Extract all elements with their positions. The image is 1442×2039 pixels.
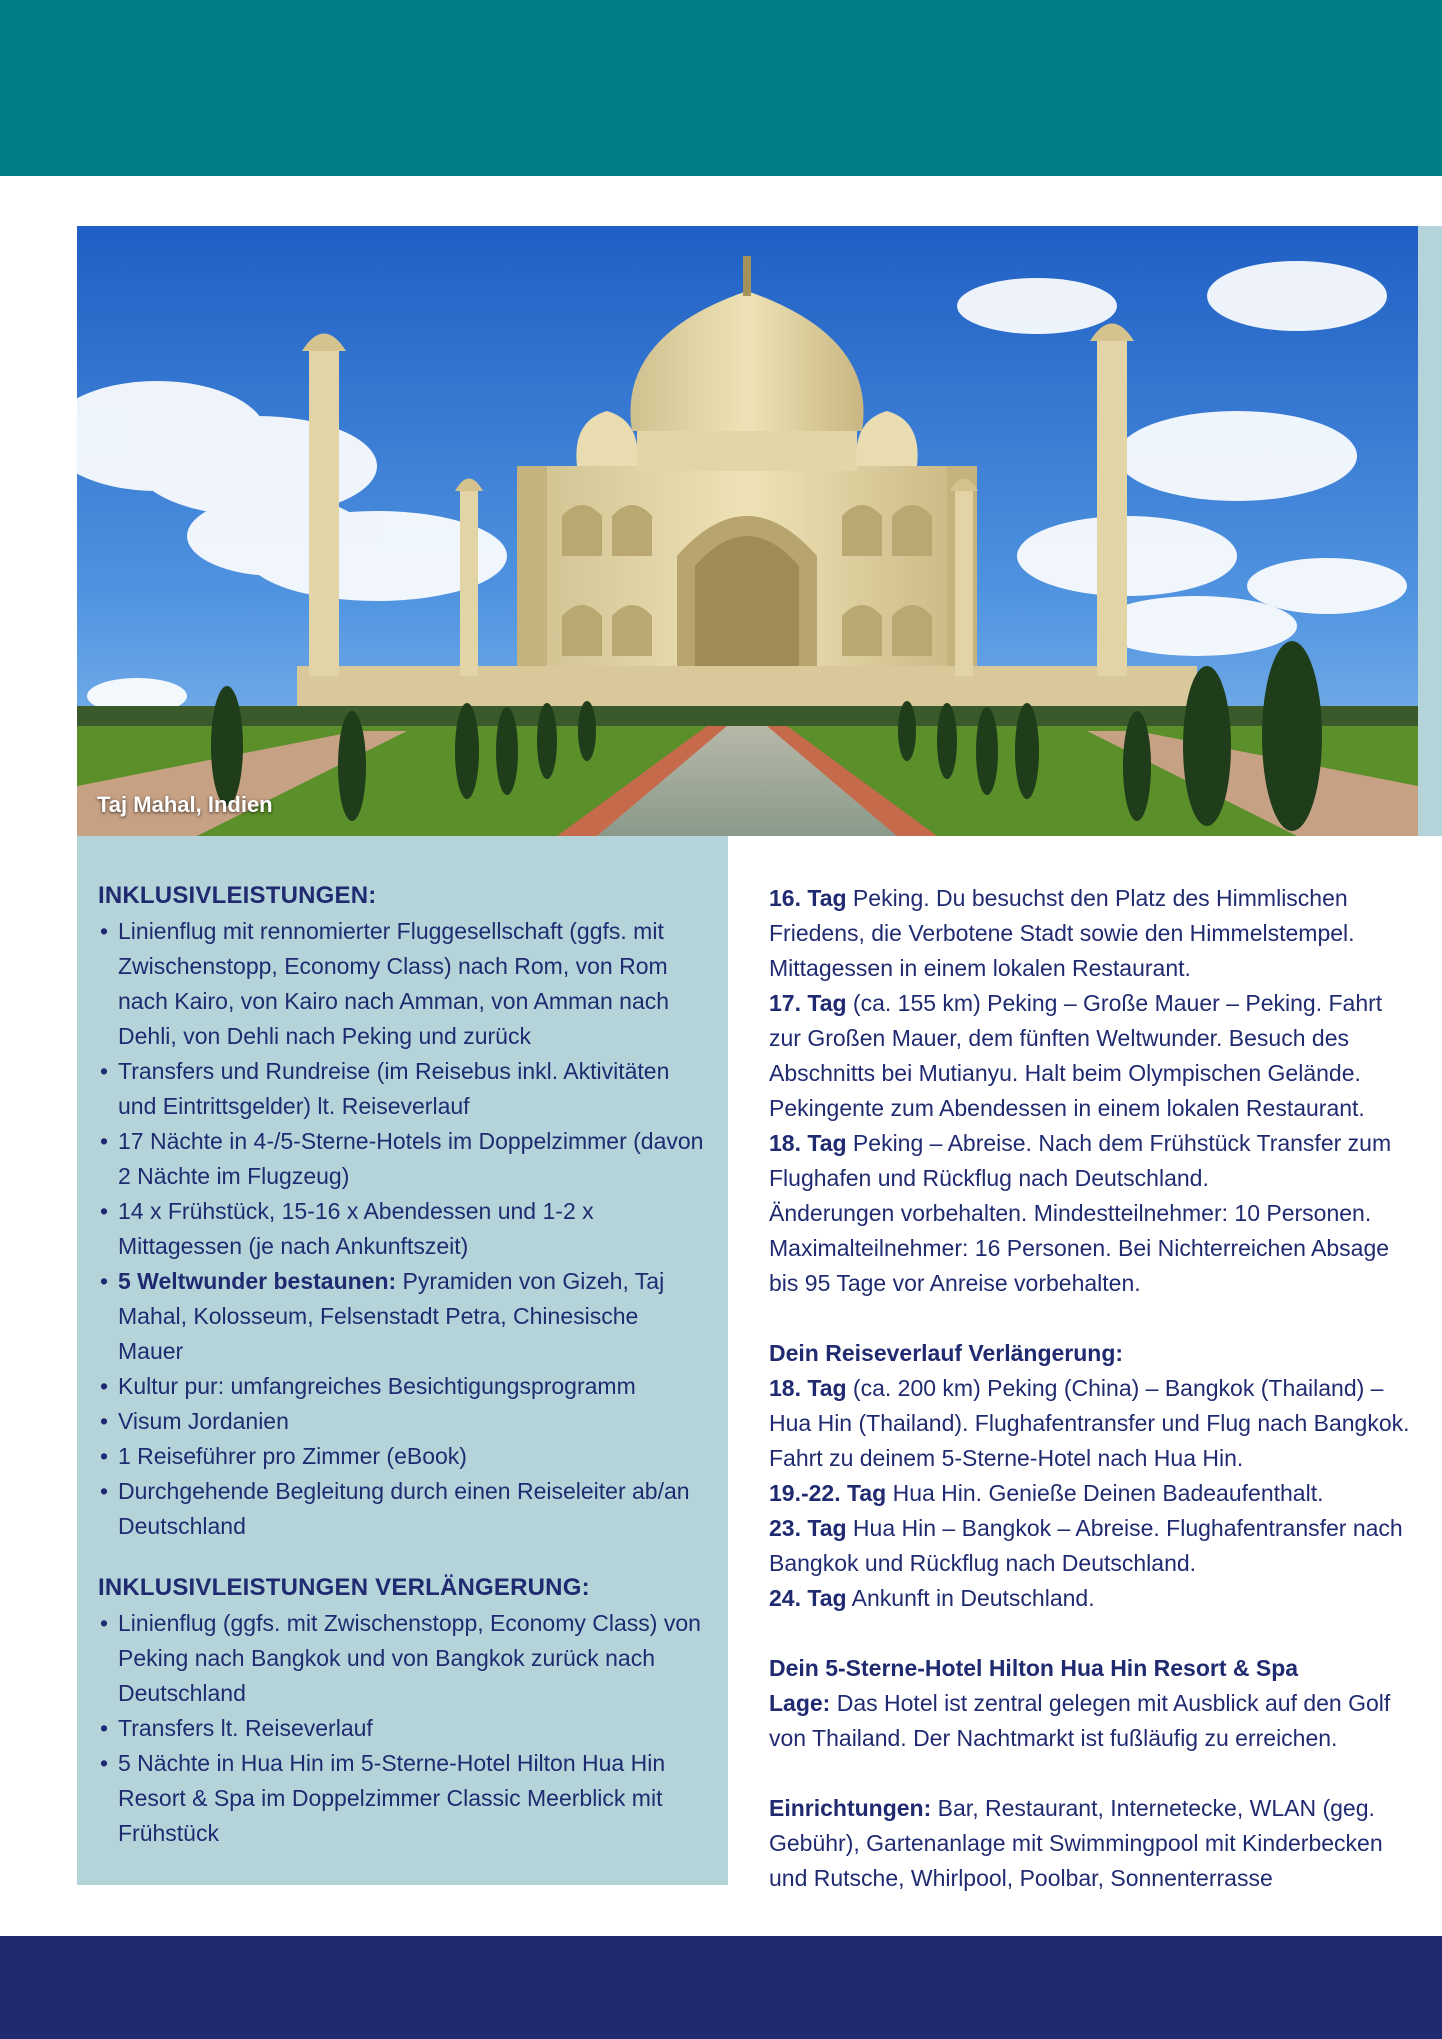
hotel-facilities: Einrichtungen: Bar, Restaurant, Internetecke, WLAN (geg. Gebühr), Gartenanlage mit Swimmingpool mit Kinderbecken und Rutsche, Whirlpool, Poolbar, Sonnenterrasse [769, 1795, 1383, 1891]
inclusions-list [98, 914, 708, 1544]
list-item: • 14 x Frühstück, 15-16 x Abendessen und 1-2 x Mittagessen (je nach Ankunftszeit) [98, 1194, 708, 1264]
bottom-color-band [0, 1936, 1442, 2039]
itinerary-day: 17. Tag (ca. 155 km) Peking – Große Mauer – Peking. Fahrt zur Großen Mauer, dem fünften Weltwunder. Besuch des Abschnitts bei Mutianyu. Halt beim Olympischen Gelände. Pekingente zum Abendessen in einem lokalen Restaurant. [769, 990, 1383, 1121]
list-item: • Linienflug mit rennomierter Fluggesellschaft (ggfs. mit Zwischenstopp, Economy Class) nach Rom, von Rom nach Kairo, von Kairo nach Amman, von Amman nach Dehli, von Dehli nach Peking und zurück [98, 914, 708, 1054]
extension-day: 23. Tag Hua Hin – Bangkok – Abreise. Flughafentransfer nach Bangkok und Rückflug nach Deutschland. [769, 1515, 1403, 1576]
extension-heading: Dein Reiseverlauf Verlängerung: [769, 1340, 1124, 1366]
inclusions-heading: INKLUSIVLEISTUNGEN: [98, 882, 377, 909]
taj-mahal-photo [77, 226, 1418, 836]
list-item: • Durchgehende Begleitung durch einen Reiseleiter ab/an Deutschland [98, 1474, 708, 1544]
list-item: • Kultur pur: umfangreiches Besichtigungsprogramm [98, 1369, 708, 1404]
list-item: • Visum Jordanien [98, 1404, 708, 1439]
list-item: • 1 Reiseführer pro Zimmer (eBook) [98, 1439, 708, 1474]
list-item: • Linienflug (ggfs. mit Zwischenstopp, Economy Class) von Peking nach Bangkok und von Bangkok zurück nach Deutschland [98, 1606, 708, 1711]
notes-text: Änderungen vorbehalten. Mindestteilnehmer: 10 Personen. Maximalteilnehmer: 16 Personen. Bei Nichterreichen Absage bis 95 Tage vor Anreise vorbehalten. [769, 1200, 1390, 1296]
list-item: • 17 Nächte in 4-/5-Sterne-Hotels im Doppelzimmer (davon 2 Nächte im Flugzeug) [98, 1124, 708, 1194]
hotel-location: Lage: Das Hotel ist zentral gelegen mit Ausblick auf den Golf von Thailand. Der Nachtmarkt ist fußläufig zu erreichen. [769, 1690, 1391, 1751]
itinerary-day: 16. Tag Peking. Du besuchst den Platz des Himmlischen Friedens, die Verbotene Stadt sowie den Himmelstempel. Mittagessen in einem lokalen Restaurant. [769, 885, 1355, 981]
list-item: • 5 Nächte in Hua Hin im 5-Sterne-Hotel Hilton Hua Hin Resort & Spa im Doppelzimmer Classic Meerblick mit Frühstück [98, 1746, 708, 1851]
inclusions-panel [77, 836, 728, 1885]
itinerary-column [769, 881, 1419, 1896]
extension-day: 18. Tag (ca. 200 km) Peking (China) – Bangkok (Thailand) – Hua Hin (Thailand). Flughafentransfer und Flug nach Bangkok. Fahrt zu deinem 5-Sterne-Hotel nach Hua Hin. [769, 1375, 1410, 1471]
extension-day: 19.-22. Tag Hua Hin. Genieße Deinen Badeaufenthalt. [769, 1480, 1324, 1506]
hotel-heading: Dein 5-Sterne-Hotel Hilton Hua Hin Resort & Spa [769, 1655, 1299, 1681]
right-accent-strip [1418, 226, 1442, 836]
photo-caption: Taj Mahal, Indien [97, 792, 273, 817]
top-color-band [0, 0, 1442, 176]
itinerary-day: 18. Tag Peking – Abreise. Nach dem Frühstück Transfer zum Flughafen und Rückflug nach Deutschland. [769, 1130, 1392, 1191]
extension-day: 24. Tag Ankunft in Deutschland. [769, 1585, 1095, 1611]
list-item: • Transfers und Rundreise (im Reisebus inkl. Aktivitäten und Eintrittsgelder) lt. Reiseverlauf [98, 1054, 708, 1124]
extension-inclusions-heading: INKLUSIVLEISTUNGEN VERLÄNGERUNG: [98, 1574, 590, 1601]
extension-inclusions-list [98, 1606, 708, 1851]
list-item: • 5 Weltwunder bestaunen: Pyramiden von Gizeh, Taj Mahal, Kolosseum, Felsenstadt Petra, Chinesische Mauer [98, 1264, 708, 1369]
list-item: • Transfers lt. Reiseverlauf [98, 1711, 708, 1746]
